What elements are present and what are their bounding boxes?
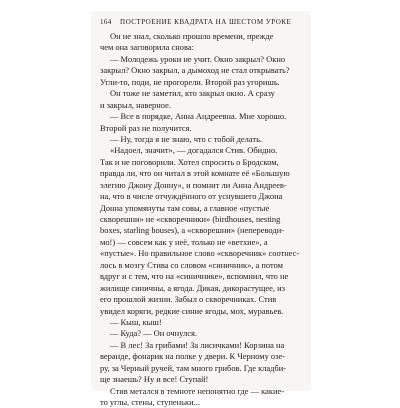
- text-line: — В лес! За грибами! За лисичками! Корзина на: [110, 339, 285, 350]
- text-line: жилище синичны, а ягода. Дикая, дикорастущее, из: [100, 282, 285, 293]
- text-line: то углы, стены, ступеньки...: [100, 397, 200, 407]
- text-line: — Куда? — Он очнулся.: [110, 328, 197, 339]
- text-line: Стив метался в темноте непонятно где — какие-: [110, 385, 285, 396]
- text-line: закрыл? Окно закрыл, а дымоход не стал открывать?: [100, 65, 290, 76]
- page-number: 164: [100, 18, 112, 26]
- text-line: Он не знал, сколько прошло времени, прежде: [110, 31, 274, 41]
- running-title: ПОСТРОЕНИЕ КВАДРАТА НА ШЕСТОМ УРОКЕ: [120, 18, 292, 26]
- text-line: Угли-то, поди, не прогорели. Второй раз угоришь.: [100, 76, 280, 87]
- text-line: вдруг и с тем, что на «синичнике», вспомнил, что не: [100, 271, 289, 282]
- body-text: [100, 31, 304, 408]
- text-line: на, что в числе отчуждённого от уснувшего Джона: [100, 191, 283, 202]
- text-line: мо!) — совсем как у неё, только не «ветхие», а: [100, 236, 268, 247]
- text-line: веранде, фонарик на полке у двери. К Черному озе-: [100, 351, 286, 362]
- text-line: увидел коряги, редкие синие ягоды, мох, муравьев.: [100, 305, 284, 316]
- text-line: Так и не поговорили. Хотел спросить о Бродском,: [100, 156, 279, 167]
- text-line: — Ну, тогда я не знаю, что с тобой делать.: [110, 133, 263, 144]
- text-line: Донна упомянуты там совы, а главное «пустые: [100, 202, 270, 213]
- text-line: «пустые». Но правильное слово «скворечник» соотнес-: [100, 248, 300, 259]
- book-page: [92, 12, 310, 407]
- text-line: элегию Джону Донну», и помнит ли Анна Андреев-: [100, 179, 287, 190]
- text-line: — Молодежь уроки не учит. Окно закрыл? Окно: [110, 53, 286, 64]
- text-line: ру, за Черный ручей, там много грибов. Где кладби-: [100, 362, 287, 373]
- text-line: ще знаешь? Ну и все! Ступай!: [100, 374, 209, 385]
- text-line: Второй раз не получится.: [100, 122, 192, 133]
- text-line: «Надоел, значит», — догадался Стив. Обидно.: [110, 145, 278, 156]
- text-line: — Все в порядке, Анна Андреевна. Мне хорошо.: [110, 111, 287, 122]
- text-line: и закрыл, наверное.: [100, 99, 171, 110]
- text-line: правда ли, что он читал в этой комнате её «Большую: [100, 168, 290, 179]
- text-line: boxes, starling houses), а «скворешни» (непереводи-: [100, 225, 285, 236]
- page-header: [100, 16, 304, 28]
- text-line: Он тоже не заметил, кто закрыл окно. А сразу: [110, 88, 275, 99]
- text-line: — Кыш, кыш!: [110, 316, 162, 327]
- text-line: скворешни» не «скворечники» (birdhouses, nesting: [100, 214, 281, 224]
- text-line: лось в мозгу Стива со словом «синичник», а потом: [100, 259, 284, 270]
- text-line: чем она заговорила снова:: [100, 42, 194, 53]
- text-line: его прошлой жизни. Забыл о скворечниках. Стив: [100, 294, 277, 305]
